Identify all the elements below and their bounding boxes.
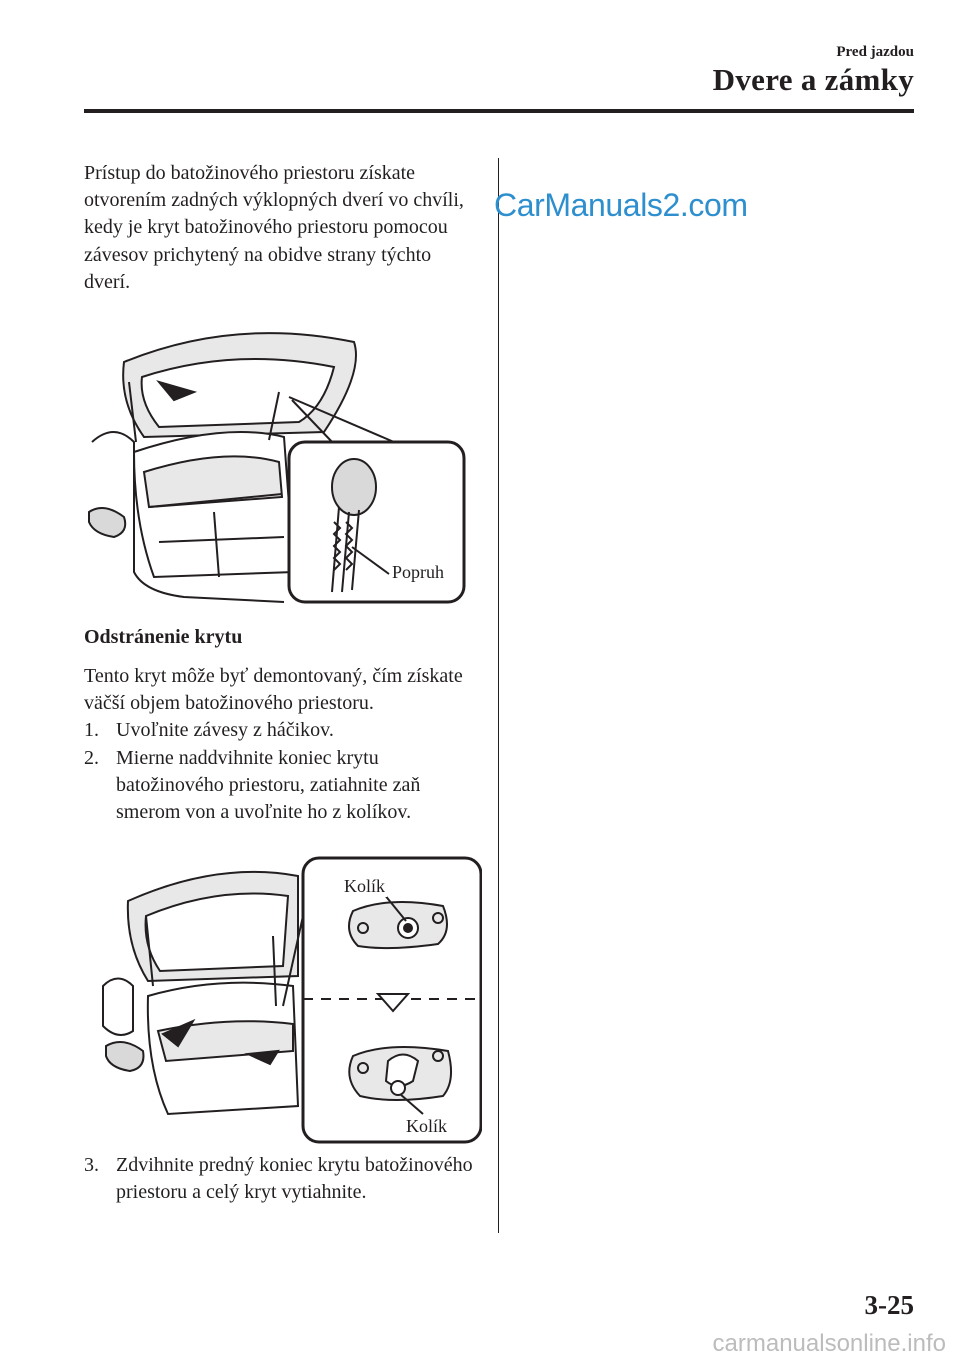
list-item — [84, 745, 479, 827]
column-divider — [498, 158, 499, 1233]
page-title: Dvere a zámky — [712, 62, 914, 97]
step-number: 2. — [84, 746, 99, 769]
watermark: CarManuals2.com — [494, 187, 748, 223]
cover-removal-section — [84, 626, 479, 826]
strap-label: Popruh — [392, 562, 445, 582]
list-item — [84, 1152, 479, 1206]
steps-list-continued — [84, 1152, 479, 1206]
header-rule — [84, 109, 914, 113]
figure-cover-pins — [98, 856, 482, 1144]
pin-label-bottom: Kolík — [406, 1116, 448, 1136]
figure-tailgate-strap — [84, 322, 469, 608]
section-heading: Odstránenie krytu — [84, 626, 243, 648]
pin-label-top: Kolík — [344, 876, 386, 896]
steps-list — [84, 717, 479, 826]
section-paragraph: Tento kryt môže byť demontovaný, čím získate väčší objem batožinového priestoru. — [84, 665, 463, 715]
cover-pins-illustration — [98, 856, 482, 1144]
footer-watermark: carmanualsonline.info — [712, 1330, 946, 1357]
step-number: 3. — [84, 1154, 99, 1176]
step-text: Zdvihnite predný koniec krytu batožinového priestoru a celý kryt vytiahnite. — [116, 1154, 473, 1204]
step-text: Mierne naddvihnite koniec krytu batožinového priestoru, zatiahnite zaň smerom von a uvoľnite ho z kolíkov. — [116, 746, 421, 824]
intro-paragraph: Prístup do batožinového priestoru získate otvorením zadných výklopných dverí vo chvíli, kedy je kryt batožinového priestoru pomocou závesov prichytený na obidve strany týchto dverí. — [84, 162, 464, 293]
step-text: Uvoľnite závesy z háčikov. — [116, 719, 334, 742]
list-item — [84, 717, 479, 744]
page-number: 3-25 — [864, 1290, 914, 1320]
step-number: 1. — [84, 719, 99, 742]
header-section-label: Pred jazdou — [836, 44, 914, 60]
